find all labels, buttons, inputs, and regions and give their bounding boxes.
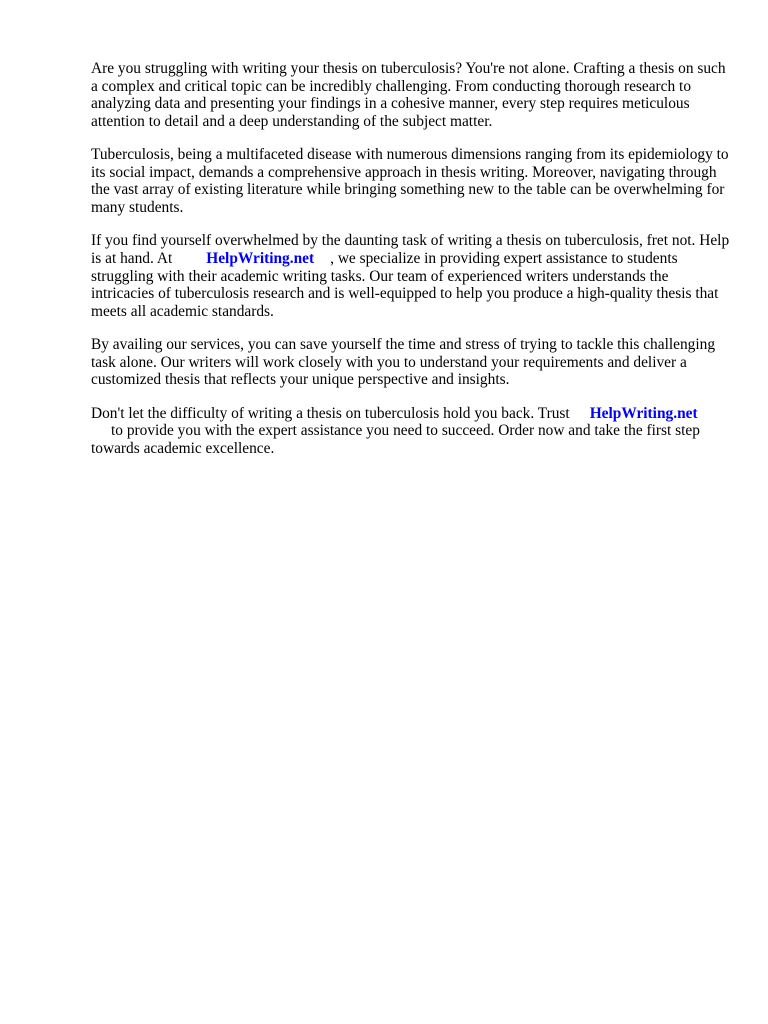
paragraph-intro: Are you struggling with writing your thesis on tuberculosis? You're not alone. Crafting a thesis on such a complex and critical topic can be incredibly challenging. From conducting thorough research to analyzing data and presenting your findings in a cohesive manner, every step requires meticulous attention to detail and a deep understanding of the subject matter. — [91, 60, 726, 130]
paragraph-closing-after: to provide you with the expert assistance you need to succeed. Order now and take the first step towards academic excellence. — [91, 422, 700, 457]
paragraph-closing — [91, 405, 731, 458]
helpwriting-link[interactable]: HelpWriting.net — [206, 249, 315, 267]
paragraph-help-before: If you find yourself overwhelmed by the daunting task of writing a thesis on tuberculosis, fret not. Help is at hand. At — [91, 232, 730, 267]
paragraph-help — [91, 232, 731, 320]
paragraph-tuberculosis: Tuberculosis, being a multifaceted disease with numerous dimensions ranging from its epidemiology to its social impact, demands a comprehensive approach in thesis writing. Moreover, navigating through the vast array of existing literature while bringing something new to the table can be overwhelming for many students. — [91, 146, 729, 216]
paragraph-help-after: , we specialize in providing expert assistance to students struggling with their academic writing tasks. Our team of experienced writers understands the intricacies of tuberculosis research and is well-equipped to help you produce a high-quality thesis that meets all academic standards. — [91, 249, 719, 320]
helpwriting-link[interactable]: HelpWriting.net — [589, 404, 698, 422]
document-body — [91, 60, 731, 473]
paragraph-closing-before: Don't let the difficulty of writing a thesis on tuberculosis hold you back. Trust — [91, 404, 570, 422]
paragraph-services: By availing our services, you can save yourself the time and stress of trying to tackle this challenging task alone. Our writers will work closely with you to understand your requirements and deliver a customized thesis that reflects your unique perspective and insights. — [91, 336, 716, 389]
